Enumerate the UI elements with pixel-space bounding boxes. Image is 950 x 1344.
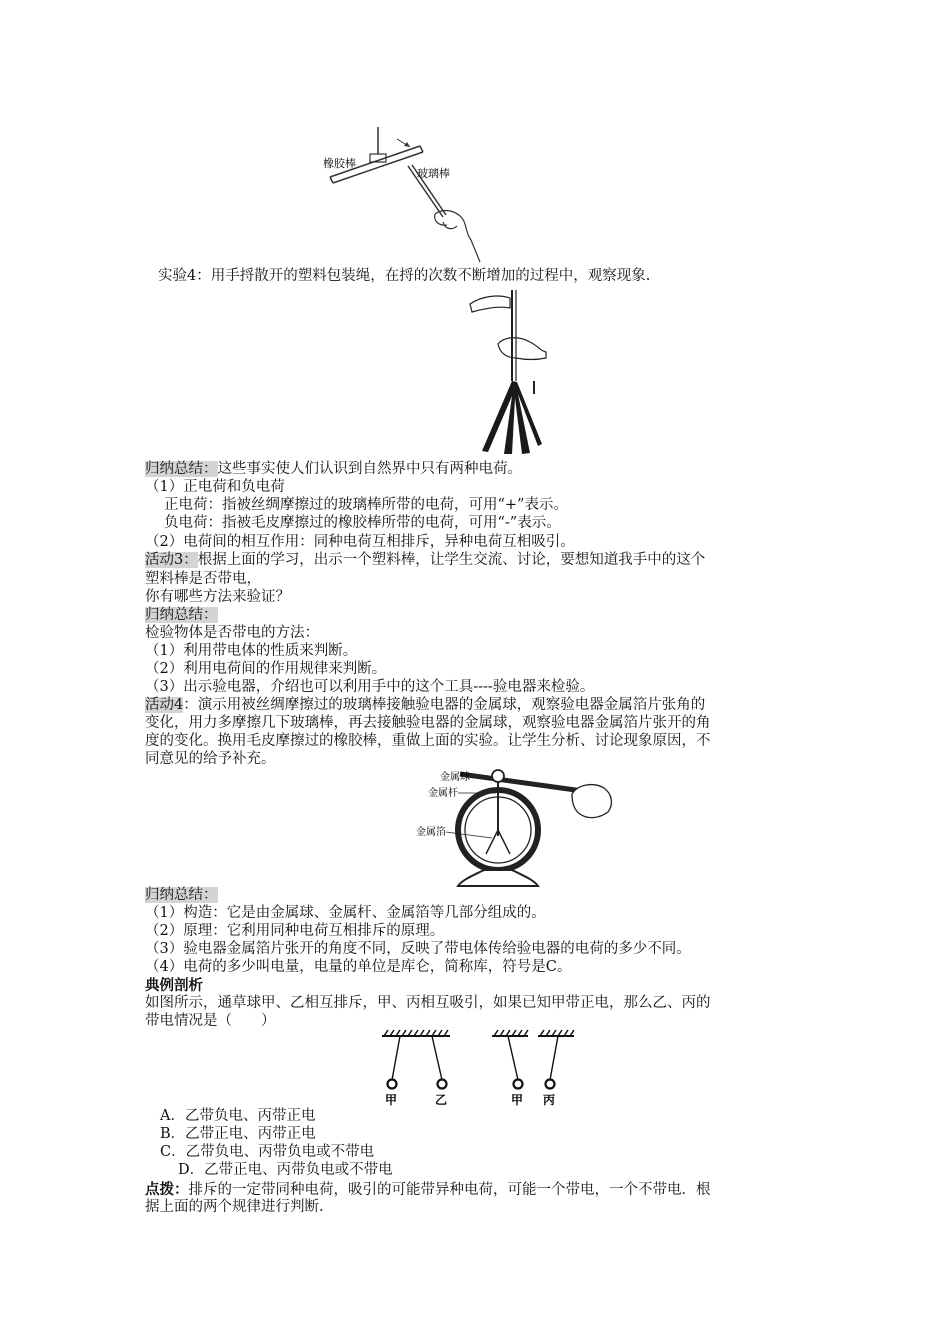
rods-figure [315,122,490,267]
option-a: A．乙带负电、丙带正电 [160,1108,316,1124]
check-title: 检验物体是否带电的方法： [145,625,319,641]
metal-ball-label: 金属球 [440,772,470,783]
option-b: B．乙带正电、丙带正电 [160,1126,316,1142]
electroscope-point-2: （2）原理：它利用同种电荷互相排斥的原理。 [145,923,445,939]
point-2: （2）电荷间的相互作用：同种电荷互相排斥，异种电荷互相吸引。 [145,534,575,550]
summary-1-heading: 归纳总结： [145,461,218,477]
glass-rod-label: 玻璃棒 [417,167,450,180]
activity-3-heading: 活动3： [145,552,198,568]
option-d: D．乙带正电、丙带负电或不带电 [178,1162,393,1178]
metal-foil-label: 金属箔 [416,827,446,838]
check-method-3: （3）出示验电器，介绍也可以利用手中的这个工具----验电器来检验。 [145,679,595,695]
plastic-rope-figure [468,286,548,458]
summary-3 [145,886,218,905]
activity-4-heading: 活动4 [145,697,184,713]
question-text-2: 带电情况是（ ） [145,1013,276,1029]
ball-label-jia-1: 甲 [385,1093,398,1107]
ball-label-jia-2: 甲 [511,1093,524,1107]
electroscope-point-1: （1）构造：它是由金属球、金属杆、金属箔等几部分组成的。 [145,905,546,921]
activity-3-text-1: 根据上面的学习，出示一个塑料棒，让学生交流、讨论，要想知道我手中的这个 [197,552,706,568]
summary-2 [145,606,218,625]
activity-4-text-4: 同意见的给予补充。 [145,751,276,767]
activity-3 [145,551,705,570]
hint-heading: 点拨： [145,1181,189,1198]
point-1: （1）正电荷和负电荷 [145,479,285,495]
activity-3-text-2: 塑料棒是否带电， [145,571,261,587]
rubber-rod-label: 橡胶棒 [323,157,356,170]
electroscope-point-3: （3）验电器金属箔片张开的角度不同，反映了带电体传给验电器的电荷的多少不同。 [145,941,691,957]
hint-text-1: 排斥的一定带同种电荷，吸引的可能带异种电荷，可能一个带电，一个不带电．根 [188,1182,711,1198]
option-c: C．乙带负电、丙带负电或不带电 [160,1144,375,1160]
question-text-1: 如图所示，通草球甲、乙相互排斥，甲、丙相互吸引，如果已知甲带正电，那么乙、丙的 [145,995,711,1011]
activity-4-text-2: 变化，用力多摩擦几下玻璃棒，再去接触验电器的金属球，观察验电器金属箔片张开的角 [145,715,711,731]
experiment-4-text: 实验4：用手捋散开的塑料包装绳，在捋的次数不断增加的过程中，观察现象. [158,268,651,284]
check-method-2: （2）利用电荷间的作用规律来判断。 [145,661,387,677]
summary-1 [145,460,522,479]
activity-4-text-3: 度的变化。换用毛皮摩擦过的橡胶棒，重做上面的实验。让学生分析、讨论现象原因，不 [145,733,711,749]
check-method-1: （1）利用带电体的性质来判断。 [145,643,358,659]
point-1a: 正电荷：指被丝绸摩擦过的玻璃棒所带的电荷，可用“+”表示。 [164,497,568,513]
summary-2-heading: 归纳总结： [145,607,218,623]
activity-4-text-1: ：演示用被丝绸摩擦过的玻璃棒接触验电器的金属球，观察验电器金属箔片张角的 [183,697,706,713]
activity-3-text-3: 你有哪些方法来验证？ [145,589,290,605]
hint [145,1180,711,1200]
metal-rod-label: 金属杆 [428,788,458,799]
pendulum-figure [378,1028,583,1108]
summary-1-text: 这些事实使人们认识到自然界中只有两种电荷。 [217,461,522,477]
hint-text-2: 据上面的两个规律进行判断. [145,1199,324,1215]
point-1b: 负电荷：指被毛皮摩擦过的橡胶棒所带的电荷，可用“-”表示。 [164,515,561,531]
example-title: 典例剖析 [145,977,203,994]
ball-label-bing: 丙 [543,1093,556,1107]
electroscope-figure [412,766,617,888]
electroscope-point-4: （4）电荷的多少叫电量，电量的单位是库仑，简称库，符号是C。 [145,959,572,975]
activity-4 [145,696,705,715]
ball-label-yi: 乙 [435,1093,448,1107]
summary-3-heading: 归纳总结： [145,887,218,903]
